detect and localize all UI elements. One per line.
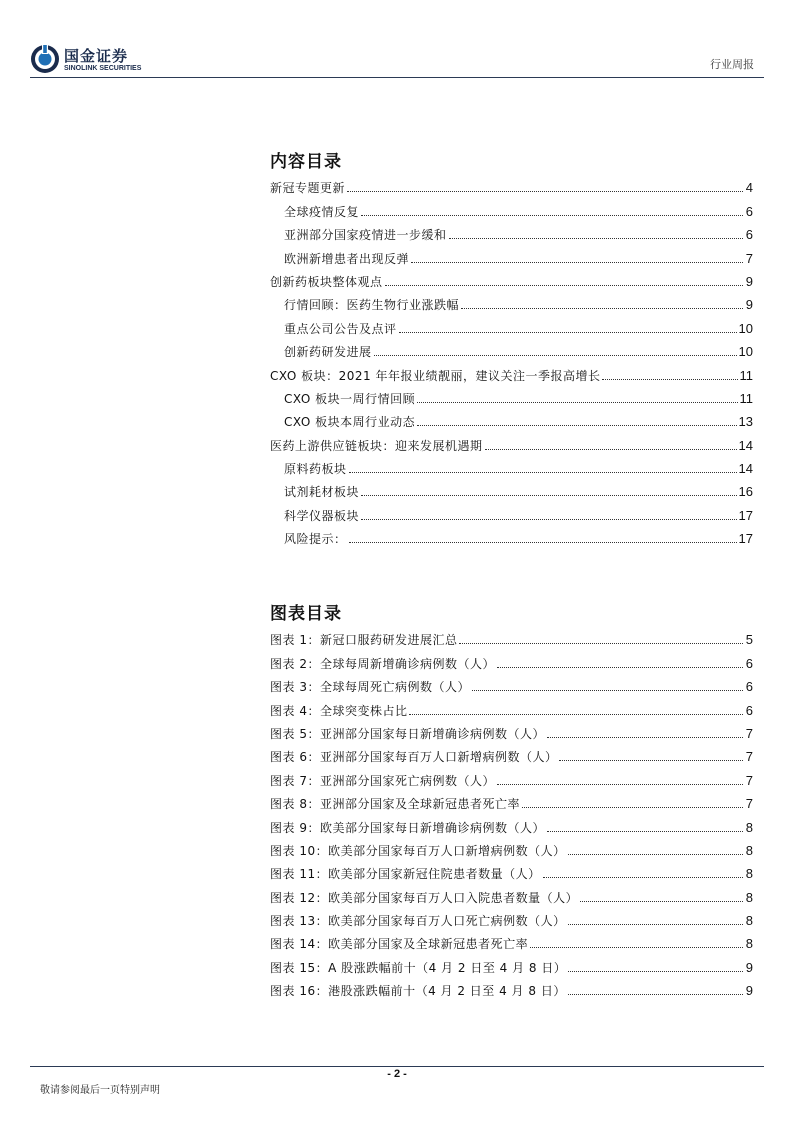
toc-entry-title[interactable]: 图表 5：亚洲部分国家每日新增确诊病例数（人）: [270, 726, 545, 741]
dot-leader: [543, 877, 743, 878]
header-divider: [30, 77, 764, 78]
toc-entry-title[interactable]: 图表 15：A 股涨跌幅前十（4 月 2 日至 4 月 8 日）: [270, 960, 567, 975]
figure-entry[interactable]: [270, 881, 753, 904]
figure-entry[interactable]: [270, 624, 753, 647]
dot-leader: [417, 425, 736, 426]
dot-leader: [472, 690, 743, 691]
toc-entry-title[interactable]: 图表 11：欧美部分国家新冠住院患者数量（人）: [270, 867, 541, 882]
dot-leader: [568, 854, 743, 855]
toc-entry-page[interactable]: 14: [738, 461, 753, 477]
toc-entry-page[interactable]: 8: [745, 889, 753, 905]
toc-entry-page[interactable]: 16: [738, 484, 753, 500]
contents-entry[interactable]: [270, 312, 753, 335]
toc-entry-title[interactable]: CXO 板块一周行情回顾: [284, 391, 416, 406]
dot-leader: [461, 308, 743, 309]
toc-entry-title[interactable]: 图表 6：亚洲部分国家每百万人口新增病例数（人）: [270, 750, 558, 765]
toc-entry-title[interactable]: 图表 10：欧美部分国家每百万人口新增病例数（人）: [270, 843, 566, 858]
toc-entry-page[interactable]: 5: [745, 632, 753, 648]
contents-entry[interactable]: [270, 266, 753, 289]
figure-entry[interactable]: [270, 835, 753, 858]
contents-list: [270, 172, 753, 546]
toc-entry-title[interactable]: 风险提示：: [284, 532, 347, 547]
sinolink-logo-icon: [30, 44, 60, 74]
contents-entry[interactable]: [270, 523, 753, 546]
contents-entry[interactable]: [270, 453, 753, 476]
contents-entry[interactable]: [270, 383, 753, 406]
figure-entry[interactable]: [270, 671, 753, 694]
toc-entry-page[interactable]: 9: [745, 297, 753, 313]
figures-list: [270, 624, 753, 998]
toc-entry-page[interactable]: 9: [745, 273, 753, 289]
toc-entry-page[interactable]: 6: [745, 227, 753, 243]
contents-title: 内容目录: [270, 152, 342, 172]
toc-entry-title[interactable]: 重点公司公告及点评: [284, 321, 397, 336]
contents-entry[interactable]: [270, 242, 753, 265]
toc-entry-page[interactable]: 11: [739, 367, 753, 383]
toc-entry-title[interactable]: 图表 12：欧美部分国家每百万人口入院患者数量（人）: [270, 890, 579, 905]
dot-leader: [409, 714, 743, 715]
dot-leader: [374, 355, 737, 356]
dot-leader: [602, 379, 737, 380]
figure-entry[interactable]: [270, 975, 753, 998]
toc-entry-title[interactable]: 图表 7：亚洲部分国家死亡病例数（人）: [270, 773, 495, 788]
toc-entry-page[interactable]: 8: [745, 913, 753, 929]
toc-entry-title[interactable]: CXO 板块：2021 年年报业绩靓丽，建议关注一季报高增长: [270, 368, 601, 383]
toc-entry-title[interactable]: 欧洲新增患者出现反弹: [284, 251, 410, 266]
contents-entry[interactable]: [270, 499, 753, 522]
figure-entry[interactable]: [270, 788, 753, 811]
dot-leader: [361, 519, 737, 520]
contents-entry[interactable]: [270, 429, 753, 452]
dot-leader: [361, 215, 743, 216]
toc-entry-title[interactable]: 创新药板块整体观点: [270, 274, 383, 289]
figure-entry[interactable]: [270, 694, 753, 717]
contents-entry[interactable]: [270, 406, 753, 429]
toc-entry-title[interactable]: 图表 2：全球每周新增确诊病例数（人）: [270, 656, 495, 671]
dot-leader: [547, 831, 743, 832]
toc-entry-title[interactable]: CXO 板块本周行业动态: [284, 415, 416, 430]
toc-entry-page[interactable]: 9: [745, 983, 753, 999]
toc-entry-page[interactable]: 13: [738, 414, 753, 430]
dot-leader: [347, 191, 743, 192]
dot-leader: [522, 807, 743, 808]
figure-entry[interactable]: [270, 741, 753, 764]
dot-leader: [568, 924, 743, 925]
contents-entry[interactable]: [270, 195, 753, 218]
figure-entry[interactable]: [270, 951, 753, 974]
toc-entry-page[interactable]: 17: [738, 531, 753, 547]
company-logo: [30, 44, 152, 76]
figure-entry[interactable]: [270, 718, 753, 741]
toc-entry-page[interactable]: 14: [738, 437, 753, 453]
contents-entry[interactable]: [270, 219, 753, 242]
contents-entry[interactable]: [270, 336, 753, 359]
toc-entry-page[interactable]: 7: [745, 772, 753, 788]
toc-entry-page[interactable]: 6: [745, 655, 753, 671]
contents-entry[interactable]: [270, 172, 753, 195]
toc-entry-title[interactable]: 科学仪器板块: [284, 508, 360, 523]
toc-entry-title[interactable]: 图表 9：欧美部分国家每日新增确诊病例数（人）: [270, 820, 545, 835]
toc-entry-title[interactable]: 图表 1：新冠口服药研发进展汇总: [270, 633, 458, 648]
figure-entry[interactable]: [270, 905, 753, 928]
figures-title: 图表目录: [270, 604, 342, 624]
contents-entry[interactable]: [270, 359, 753, 382]
toc-entry-page[interactable]: 10: [738, 344, 753, 360]
dot-leader: [580, 901, 743, 902]
dot-leader: [497, 784, 743, 785]
toc-entry-page[interactable]: 8: [745, 842, 753, 858]
dot-leader: [361, 495, 737, 496]
toc-entry-page[interactable]: 17: [738, 507, 753, 523]
toc-entry-page[interactable]: 10: [738, 320, 753, 336]
dot-leader: [547, 737, 743, 738]
toc-entry-title[interactable]: 图表 14：欧美部分国家及全球新冠患者死亡率: [270, 937, 529, 952]
toc-entry-title[interactable]: 行情回顾：医药生物行业涨跌幅: [284, 298, 460, 313]
toc-entry-page[interactable]: 8: [745, 866, 753, 882]
dot-leader: [568, 971, 743, 972]
figure-entry[interactable]: [270, 811, 753, 834]
toc-entry-title[interactable]: 试剂耗材板块: [284, 485, 360, 500]
brand-name-en: SINOLINK SECURITIES: [64, 65, 142, 72]
toc-entry-page[interactable]: 6: [745, 702, 753, 718]
dot-leader: [568, 994, 743, 995]
toc-entry-title[interactable]: 全球疫情反复: [284, 204, 360, 219]
dot-leader: [399, 332, 737, 333]
dot-leader: [485, 449, 737, 450]
figure-entry[interactable]: [270, 858, 753, 881]
toc-entry-title[interactable]: 创新药研发进展: [284, 345, 372, 360]
dot-leader: [411, 262, 743, 263]
toc-entry-page[interactable]: 8: [745, 936, 753, 952]
toc-entry-page[interactable]: 7: [745, 250, 753, 266]
dot-leader: [349, 542, 737, 543]
toc-entry-title[interactable]: 图表 8：亚洲部分国家及全球新冠患者死亡率: [270, 797, 520, 812]
contents-entry[interactable]: [270, 289, 753, 312]
toc-entry-page[interactable]: 7: [745, 749, 753, 765]
toc-entry-title[interactable]: 原料药板块: [284, 462, 347, 477]
toc-entry-page[interactable]: 9: [745, 959, 753, 975]
footer-divider: [30, 1066, 764, 1067]
dot-leader: [559, 760, 743, 761]
dot-leader: [530, 947, 743, 948]
dot-leader: [459, 643, 743, 644]
dot-leader: [417, 402, 737, 403]
brand-name-cn: 国金证券: [64, 47, 129, 65]
toc-entry-title[interactable]: 图表 13：欧美部分国家每百万人口死亡病例数（人）: [270, 914, 566, 929]
dot-leader: [449, 238, 743, 239]
figure-entry[interactable]: [270, 928, 753, 951]
dot-leader: [497, 667, 743, 668]
dot-leader: [385, 285, 743, 286]
toc-entry-title[interactable]: 医药上游供应链板块：迎来发展机遇期: [270, 438, 483, 453]
toc-entry-title[interactable]: 图表 3：全球每周死亡病例数（人）: [270, 680, 470, 695]
toc-entry-page[interactable]: 6: [745, 203, 753, 219]
contents-entry[interactable]: [270, 476, 753, 499]
dot-leader: [349, 472, 737, 473]
toc-entry-title[interactable]: 图表 16：港股涨跌幅前十（4 月 2 日至 4 月 8 日）: [270, 984, 566, 999]
page-number: - 2 -: [387, 1068, 407, 1080]
toc-entry-page[interactable]: 8: [745, 819, 753, 835]
toc-entry-title[interactable]: 图表 4：全球突变株占比: [270, 703, 408, 718]
toc-entry-page[interactable]: 7: [745, 796, 753, 812]
disclaimer-note: 敬请参阅最后一页特别声明: [40, 1085, 160, 1096]
toc-entry-title[interactable]: 新冠专题更新: [270, 181, 346, 196]
toc-entry-page[interactable]: 11: [739, 390, 753, 406]
toc-entry-title[interactable]: 亚洲部分国家疫情进一步缓和: [284, 228, 447, 243]
report-type-label: 行业周报: [710, 58, 754, 71]
toc-entry-page[interactable]: 7: [745, 725, 753, 741]
toc-entry-page[interactable]: 6: [745, 679, 753, 695]
figure-entry[interactable]: [270, 764, 753, 787]
toc-entry-page[interactable]: 4: [745, 180, 753, 196]
figure-entry[interactable]: [270, 647, 753, 670]
